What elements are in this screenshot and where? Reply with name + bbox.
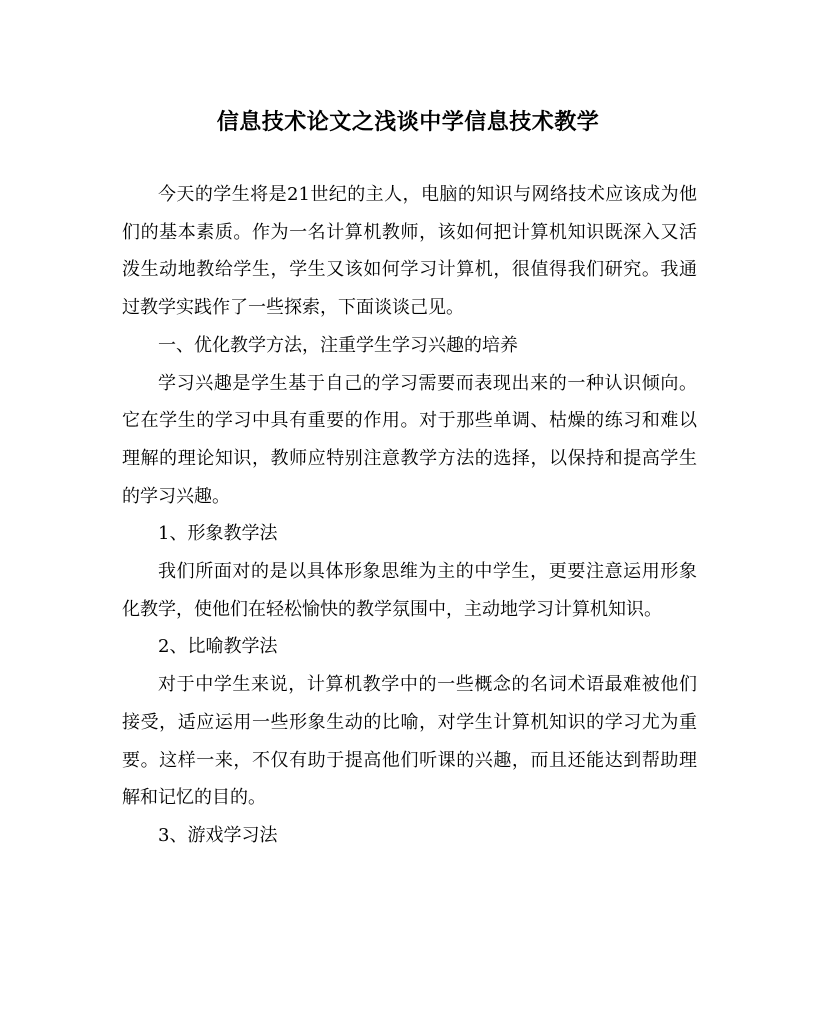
paragraph-interest: 学习兴趣是学生基于自己的学习需要而表现出来的一种认识倾向。它在学生的学习中具有重要的作用。对于那些单调、枯燥的练习和难以理解的理论知识，教师应特别注意教学方法的选择，以保持和提高学生的学习兴趣。: [122, 372, 697, 507]
section-heading-1: 一、优化教学方法，注重学生学习兴趣的培养: [158, 334, 518, 356]
paragraph-metaphor-method: 对于中学生来说，计算机教学中的一些概念的名词术语最难被他们接受，适应运用一些形象生动的比喻，对学生计算机知识的学习尤为重要。这样一来，不仅有助于提高他们听课的兴趣，而且还能达到帮助理解和记忆的目的。: [122, 674, 697, 809]
paragraph-image-method: 我们所面对的是以具体形象思维为主的中学生，更要注意运用形象化教学，使他们在轻松愉快的教学氛围中，主动地学习计算机知识。: [122, 561, 697, 620]
paragraph-intro: 今天的学生将是21世纪的主人，电脑的知识与网络技术应该成为他们的基本素质。作为一名计算机教师，该如何把计算机知识既深入又活泼生动地教给学生，学生又该如何学习计算机，很值得我们研究。我通过教学实践作了一些探索，下面谈谈己见。: [122, 184, 697, 319]
document-title: 信息技术论文之浅谈中学信息技术教学: [216, 109, 600, 135]
subheading-image-method: 1、形象教学法: [158, 523, 278, 545]
document-body: [122, 176, 697, 855]
subheading-metaphor-method: 2、比喻教学法: [158, 636, 278, 658]
subheading-game-method: 3、游戏学习法: [158, 824, 278, 846]
